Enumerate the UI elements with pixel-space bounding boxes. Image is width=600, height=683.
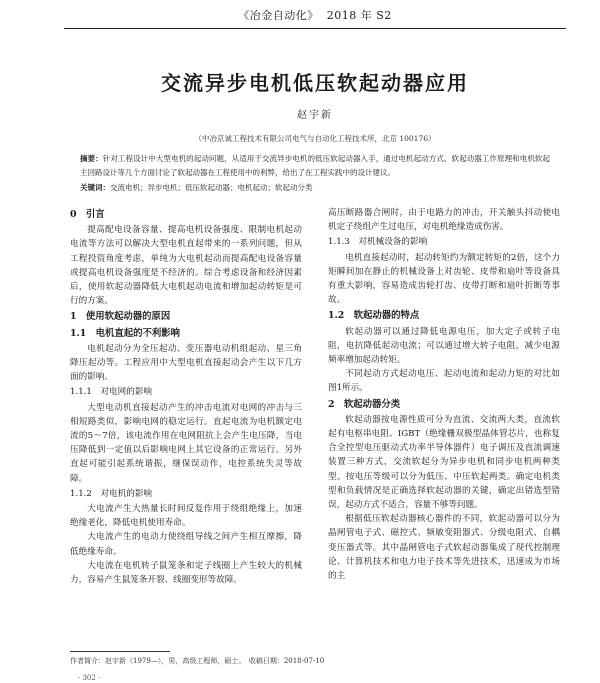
section-heading: 1.1 电机直起的不利影响 bbox=[70, 327, 181, 339]
issue-year: 2018 年 S2 bbox=[326, 9, 392, 22]
running-head bbox=[70, 0, 560, 23]
journal-name: 《冶金自动化》 bbox=[238, 9, 319, 22]
page-number: · 302 · bbox=[78, 674, 101, 682]
section-heading: 0 引言 bbox=[70, 209, 105, 220]
keywords-label: 关键词： bbox=[80, 183, 110, 192]
keywords-block bbox=[80, 181, 550, 194]
section-heading: 2 软起动器分类 bbox=[328, 398, 401, 410]
article-title: 交流异步电机低压软起动器应用 bbox=[161, 71, 469, 95]
left-column bbox=[70, 206, 302, 587]
body-paragraph: 软起动器可以通过降低电源电压，加大定子或转子电阻，电抗降低起动电流；可以通过增大转子电阻，减少电源频率增加起动转矩。 bbox=[328, 326, 560, 366]
body-paragraph: 电机直接起动时，起动转矩约为额定转矩的2倍，这个力矩瞬间加在静止的机械设备上对齿轮、皮带和扇叶等设备具有重大影响，容易造成齿轮打齿、皮带打断和扇叶折断等事故。 bbox=[328, 252, 560, 306]
subsection-heading: 1.1.2 对电机的影响 bbox=[70, 488, 153, 499]
body-paragraph: 不同起动方式起动电压、起动电流和起动力矩的对比如图1所示。 bbox=[328, 369, 560, 394]
body-paragraph: 提高配电设备容量、提高电机设备强度、限制电机起动电流等方法可以解决大型电机直起带来的一系列问题，但从工程投资角度考虑，单纯为大电机起动而提高配电设备容量或提高电机设备强度是不经济的。综合考虑设备和经济因素后，使用软起动器降低大电机起动电流和增加起动转矩是可行的方案。 bbox=[70, 225, 302, 307]
footnote-divider bbox=[70, 651, 170, 652]
body-paragraph: 大电流产生大热量长时间反复作用于绕组绝缘上，加速绝缘老化，降低电机使用寿命。 bbox=[70, 504, 302, 529]
body-paragraph: 根据低压软起动器核心器件的不同，软起动器可以分为晶闸管电子式、磁控式、频敏变阻器式、分级电阻式、自耦变压器式等。其中晶闸管电子式软起动器集成了现代控制理论、计算机技术和电力电子技术等先进技术，迅速成为市场的主 bbox=[328, 514, 560, 582]
body-paragraph: 大型电动机直接起动产生的冲击电流对电网的冲击与三相短路类似，影响电网的稳定运行。直起电流为电机额定电流的5～7倍，该电流作用在电网阻抗上会产生电压降，当电压降低到一定值以后影响电网上其它设备的正常运行。另外直起可能引起系统谐振，继保误动作，电控系统失灵等故障。 bbox=[70, 402, 302, 484]
abstract-label: 摘要： bbox=[80, 154, 103, 163]
keywords-text: 交流电机；异步电机；低压软起动器；电机起动；软起动分类 bbox=[110, 183, 313, 192]
body-paragraph: 电机起动分为全压起动、变压器电动机组起动、星三角降压起动等。工程应用中大型电机直接起动会产生以下几方面的影响。 bbox=[70, 343, 302, 383]
right-column bbox=[328, 206, 560, 587]
body-paragraph: 高压断路器合闸时，由于电路力的冲击，开关触头抖动使电机定子绕组产生过电压，对电机绝缘造成伤害。 bbox=[328, 208, 560, 233]
article-author: 赵宇新 bbox=[297, 110, 333, 121]
section-heading: 1 使用软起动器的原因 bbox=[70, 311, 171, 323]
body-paragraph: 大电流在电机转子鼠笼条和定子线圈上产生较大的机械力，容易产生鼠笼条开裂、线圈变形等故障。 bbox=[70, 560, 302, 586]
subsection-heading: 1.1.1 对电网的影响 bbox=[70, 387, 153, 398]
subsection-heading: 1.1.3 对机械设备的影响 bbox=[328, 237, 428, 248]
author-affiliation: （中冶京诚工程技术有限公司电气与自动化工程技术所，北京 100176） bbox=[194, 134, 436, 143]
section-heading: 1.2 软起动器的特点 bbox=[328, 310, 420, 322]
abstract-text: 针对工程设计中大型电机的起动问题，从适用于交流异步电机的低压软起动器入手，通过电机起动方式、软起动器工作原理和电机软起主回路设计等几个方面讨论了软起动器在工程使用中的利弊，给出了在工程实践中的设计建议。 bbox=[80, 154, 551, 177]
author-footnote: 作者简介：赵宇新（1979—），男，高级工程师，硕士。 收稿日期：2018-07-10 bbox=[70, 657, 325, 665]
abstract-block bbox=[80, 152, 550, 179]
body-columns bbox=[70, 206, 560, 587]
body-paragraph: 大电流产生的电动力使绕组导线之间产生相互摩擦，降低绝缘寿命。 bbox=[70, 532, 302, 557]
body-paragraph: 软起动器按电源性质可分为直流、交流两大类，直流软起有电枢串电阻、IGBT（绝缘栅双极型晶体管芯片，也称复合全控型电压驱动式功率半导体器件）电子调压及直流调速装置三种方式，交流软起分为异步电机和同步电机两种类型。按电压等级可以分为低压、中压软起两类。确定电机类型和负载情况是正确选择软起动器的关键，确定出错选型错误，起动方式不适合，容量不够等问题。 bbox=[328, 414, 560, 511]
header-divider bbox=[64, 28, 566, 29]
